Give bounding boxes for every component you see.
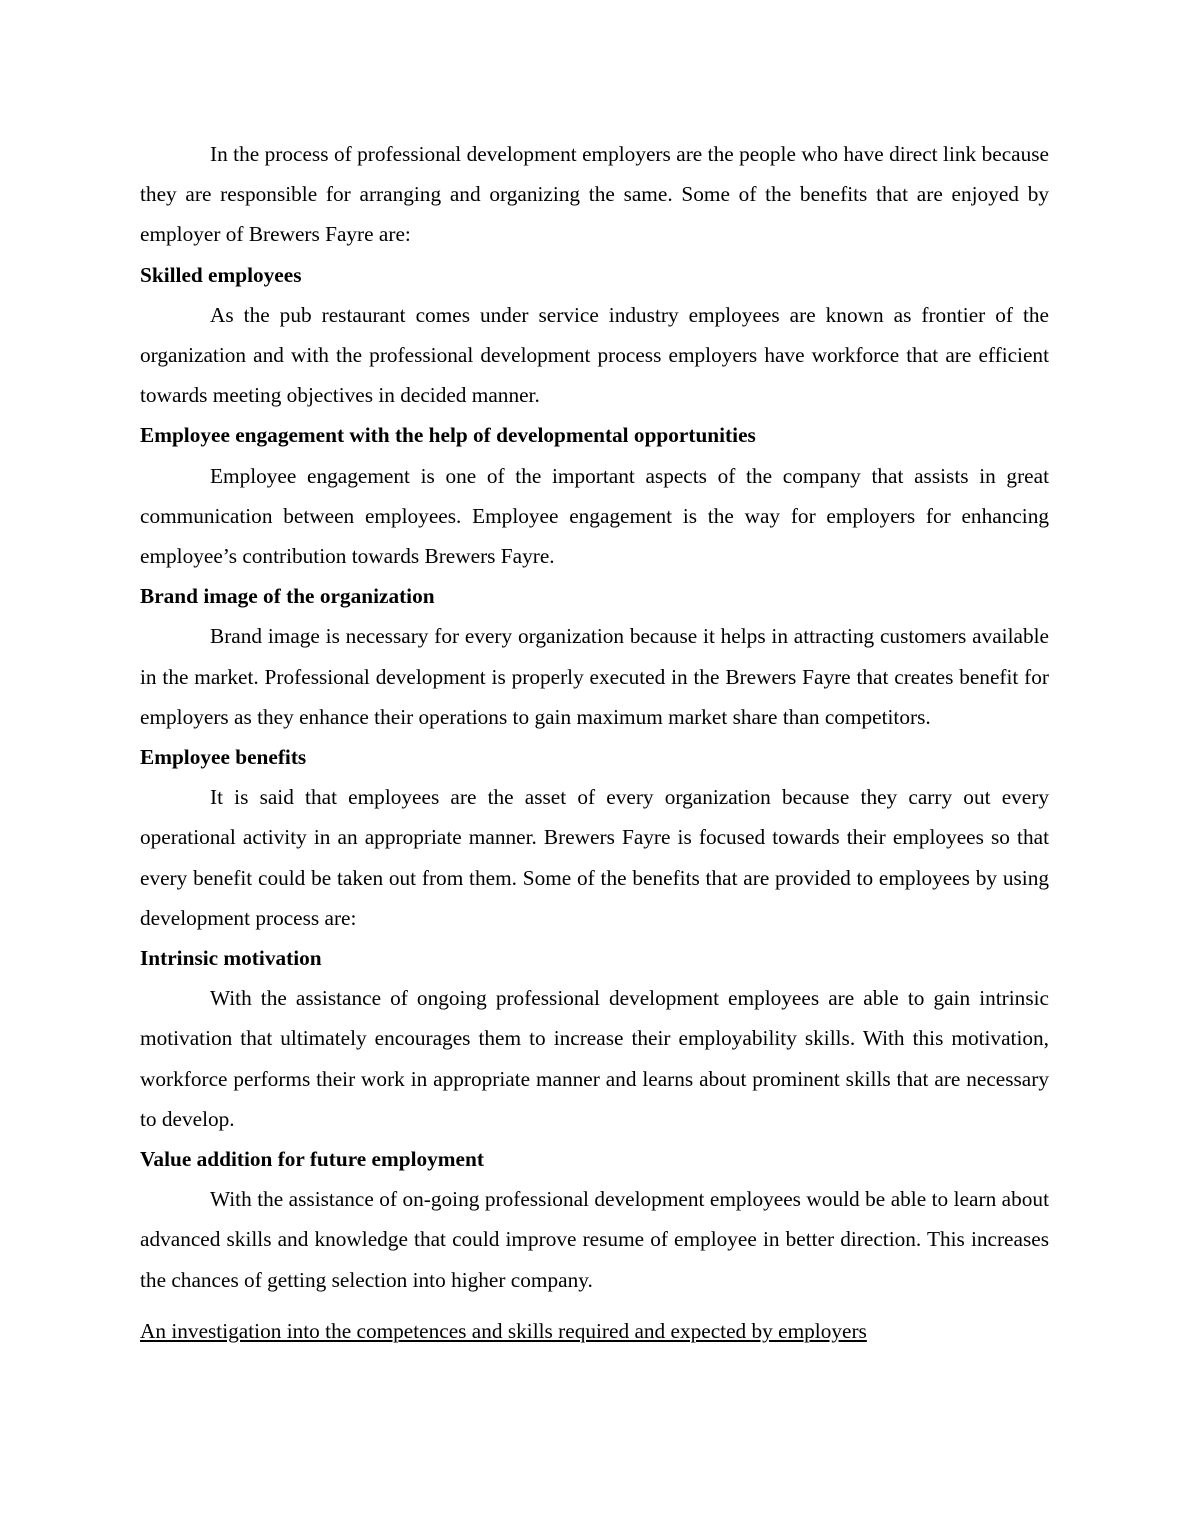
heading-brand-image: Brand image of the organization [140,584,435,609]
paragraph-skilled-employees: As the pub restaurant comes under service industry employees are known as frontier of the organization and with the professional development process employers have workforce that are efficient towards meeting objectives in decided manner. [140,302,1049,408]
paragraph-brand-image: Brand image is necessary for every organization because it helps in attracting customers available in the market. Professional development is properly executed in the Brewers Fayre that creates benefit for employers as they enhance their operations to gain maximum market share than competitors. [140,624,1049,729]
next-section-title: An investigation into the competences and skills required and expected by employers [140,1318,867,1343]
paragraph-employee-benefits: It is said that employees are the asset of every organization because they carry out every operational activity in an appropriate manner. Brewers Fayre is focused towards their employees so that every benefit could be taken out from them. Some of the benefits that are provided to employees by using development process are: [140,785,1049,930]
intro-paragraph: In the process of professional development employers are the people who have direct link because they are responsible for arranging and organizing the same. Some of the benefits that are enjoyed by employer of Brewers Fayre are: [140,142,1049,247]
heading-value-addition: Value addition for future employment [140,1147,484,1172]
heading-employee-engagement: Employee engagement with the help of developmental opportunities [140,423,756,448]
paragraph-value-addition: With the assistance of on-going professional development employees would be able to learn about advanced skills and knowledge that could improve resume of employee in better direction. This increases the chances of getting selection into higher company. [140,1187,1049,1292]
heading-intrinsic-motivation: Intrinsic motivation [140,946,322,971]
heading-employee-benefits: Employee benefits [140,745,307,770]
heading-skilled-employees: Skilled employees [140,262,302,287]
paragraph-intrinsic-motivation: With the assistance of ongoing professional development employees are able to gain intrinsic motivation that ultimately encourages them to increase their employability skills. With this motivation, workforce performs their work in appropriate manner and learns about prominent skills that are necessary to develop. [140,986,1049,1131]
document-page [140,134,1049,1351]
paragraph-employee-engagement: Employee engagement is one of the important aspects of the company that assists in great communication between employees. Employee engagement is the way for employers for enhancing employee’s contribution towards Brewers Fayre. [140,463,1049,569]
